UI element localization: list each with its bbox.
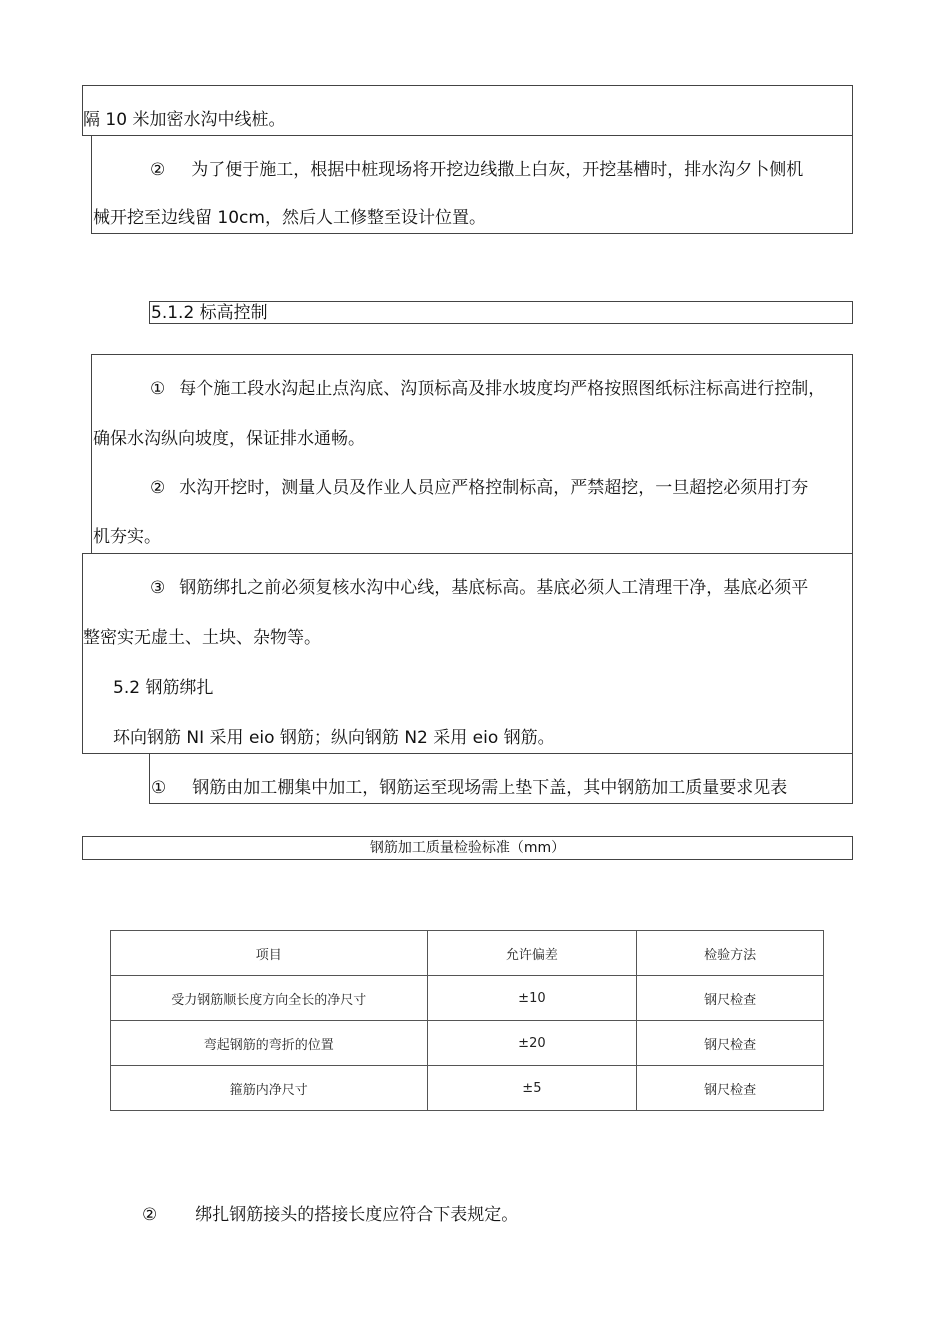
table-header-cell: 检验方法 <box>637 931 824 976</box>
final-line <box>142 1205 518 1225</box>
item2-first-line <box>150 160 803 180</box>
section-heading-512: 5.1.2 标高控制 <box>151 303 268 323</box>
table-header-cell: 项目 <box>111 931 428 976</box>
item-text: 水沟开挖时，测量人员及作业人员应严格控制标高，严禁超挖，一旦超挖必须用打夯 <box>179 478 809 498</box>
p2-first-line <box>150 478 808 498</box>
item-number: ② <box>150 160 166 180</box>
r1-line <box>151 778 787 798</box>
table-cell: ±5 <box>427 1066 637 1111</box>
table-cell: 受力钢筋顺长度方向全长的净尺寸 <box>111 976 428 1021</box>
p3-first-line <box>150 578 808 598</box>
table-row <box>111 1066 824 1111</box>
table-header-cell: 允许偏差 <box>427 931 637 976</box>
item-text: 为了便于施工，根据中桩现场将开挖边线撒上白灰，开挖基槽时，排水沟夕卜侧机 <box>191 160 804 180</box>
p1-first-line <box>150 379 825 399</box>
p3-second-line: 整密实无虚土、土块、杂物等。 <box>83 628 321 648</box>
section-heading-52: 5.2 钢筋绑扎 <box>113 678 214 698</box>
p1-second-line: 确保水沟纵向坡度，保证排水通畅。 <box>93 429 365 449</box>
table-row <box>111 976 824 1021</box>
quality-spec-table <box>110 930 824 1111</box>
item-text: 每个施工段水沟起止点沟底、沟顶标高及排水坡度均严格按照图纸标注标高进行控制， <box>179 379 826 399</box>
table-cell: ±20 <box>427 1021 637 1066</box>
table-cell: 钢尺检查 <box>637 1021 824 1066</box>
item-number: ② <box>142 1205 158 1225</box>
table-row <box>111 1021 824 1066</box>
table-header-row <box>111 931 824 976</box>
table-cell: 钢尺检查 <box>637 976 824 1021</box>
item-number: ① <box>150 379 166 399</box>
text-line-1: 隔 10 米加密水沟中线桩。 <box>83 110 286 130</box>
table-cell: ±10 <box>427 976 637 1021</box>
item-text: 钢筋由加工棚集中加工，钢筋运至现场需上垫下盖，其中钢筋加工质量要求见表 <box>192 778 788 798</box>
table-caption: 钢筋加工质量检验标准（mm） <box>369 840 566 856</box>
table-cell: 弯起钢筋的弯折的位置 <box>111 1021 428 1066</box>
table-cell: 钢尺检查 <box>637 1066 824 1111</box>
item-text: 钢筋绑扎之前必须复核水沟中心线，基底标高。基底必须人工清理干净，基底必须平 <box>179 578 809 598</box>
table-cell: 箍筋内净尺寸 <box>111 1066 428 1111</box>
item2-second-line: 械开挖至边线留 10cm，然后人工修整至设计位置。 <box>93 208 486 228</box>
item-number: ② <box>150 478 166 498</box>
item-text: 绑扎钢筋接头的搭接长度应符合下表规定。 <box>195 1205 519 1225</box>
item-number: ③ <box>150 578 166 598</box>
item-number: ① <box>151 778 167 798</box>
rebar-spec-line: 环向钢筋 NI 采用 eio 钢筋；纵向钢筋 N2 采用 eio 钢筋。 <box>113 728 555 748</box>
p2-second-line: 机夯实。 <box>93 527 161 547</box>
